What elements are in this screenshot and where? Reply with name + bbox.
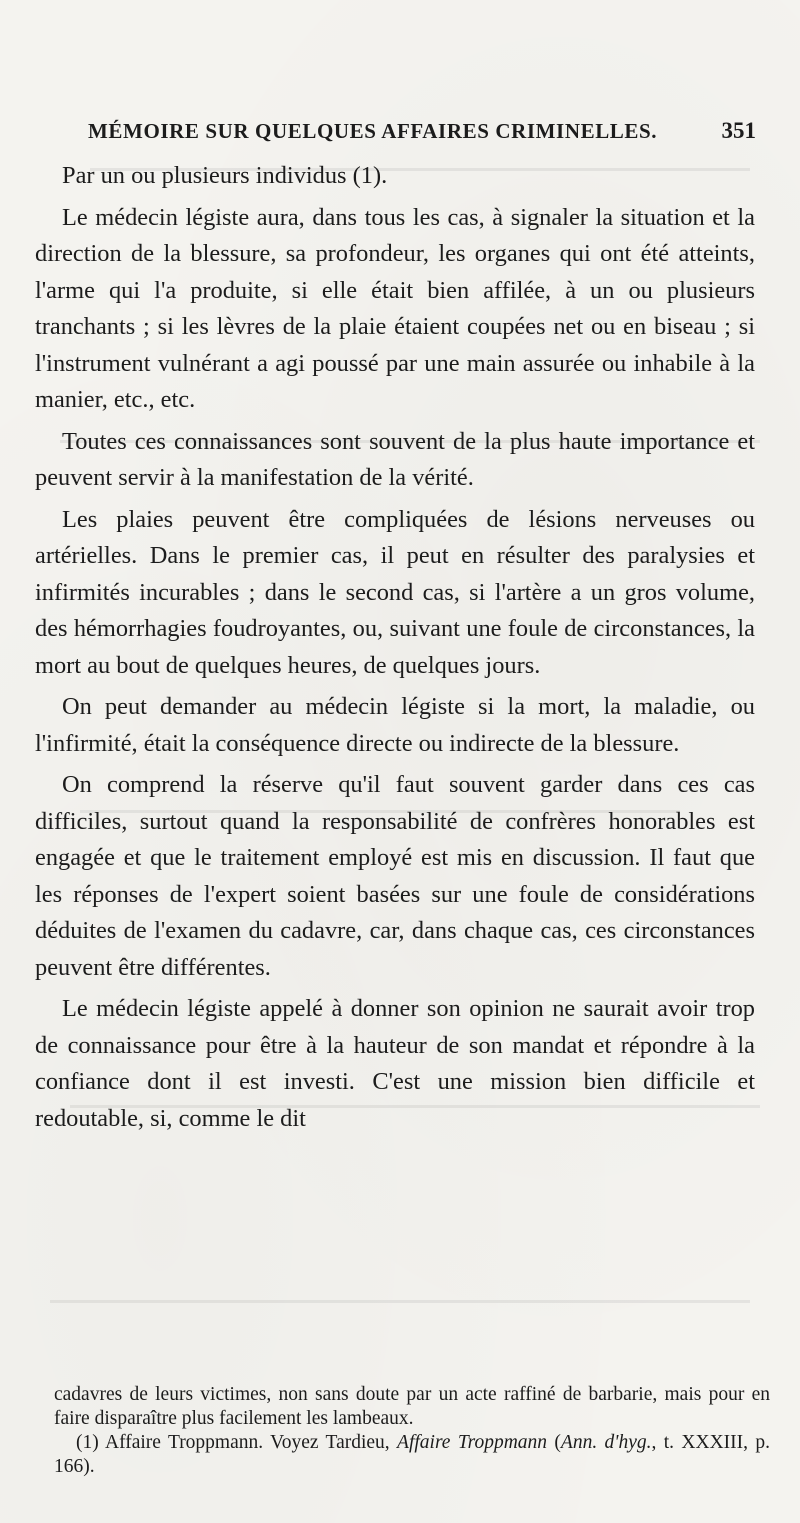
- paragraph: Le médecin légiste aura, dans tous les cas, à signaler la situation et la direction de la blessure, sa profondeur, les organes qui ont été atteints, l'arme qui l'a produite, si elle était bien affilée, à un ou plusieurs tranchants ; si les lèvres de la plaie étaient coupées net ou en biseau ; si l'instrument vulnérant a agi poussé par une main assurée ou inhabile à la manier, etc., etc.: [35, 203, 755, 413]
- running-title: MÉMOIRE SUR QUELQUES AFFAIRES CRIMINELLES.: [88, 119, 658, 143]
- paragraph: Le médecin légiste appelé à donner son opinion ne saurait avoir trop de connaissance pour être à la hauteur de son mandat et répondre à la confiance dont il est investi. C'est une mission bien difficile et redoutable, si, comme le dit: [35, 995, 755, 1132]
- footnote-1-prefix: (1) Affaire Troppmann. Voyez Tardieu,: [76, 1432, 398, 1453]
- footnote-1-paren: (: [547, 1432, 561, 1453]
- paragraph: Toutes ces connaissances sont souvent de la plus haute importance et peuvent servir à la manifestation de la vérité.: [35, 427, 755, 491]
- footnote-1-title: Affaire Troppmann: [397, 1432, 548, 1453]
- page-number: 351: [721, 118, 756, 143]
- footnote-1-suffix: , t. XXXIII, p. 166).: [54, 1432, 770, 1477]
- main-text: [35, 158, 755, 1142]
- paragraph: Les plaies peuvent être compliquées de lésions nerveuses ou artérielles. Dans le premier cas, il peut en résulter des paralysies et infirmités incurables ; dans le second cas, si l'artère a un gros volume, des hémorrhagies foudroyantes, ou, suivant une foule de circonstances, la mort au bout de quelques heures, de quelques jours.: [35, 505, 755, 679]
- footnote-continuation: cadavres de leurs victimes, non sans doute par un acte raffiné de barbarie, mais pour en faire disparaître plus facilement les lambeaux.: [54, 1384, 770, 1429]
- footnotes: [54, 1383, 770, 1479]
- paragraph: Par un ou plusieurs individus (1).: [62, 162, 388, 189]
- footnote-1-journal: Ann. d'hyg.: [560, 1432, 652, 1453]
- paragraph: On peut demander au médecin légiste si la mort, la maladie, ou l'infirmité, était la conséquence directe ou indirecte de la blessure.: [35, 693, 755, 757]
- running-header: [88, 116, 756, 146]
- footnote-1: [54, 1431, 770, 1479]
- paragraph: On comprend la réserve qu'il faut souvent garder dans ces cas difficiles, surtout quand la responsabilité de confrères honorables est engagée et que le traitement employé est mis en discussion. Il faut que les réponses de l'expert soient basées sur une foule de considérations déduites de l'examen du cadavre, car, dans chaque cas, ces circonstances peuvent être différentes.: [35, 771, 755, 981]
